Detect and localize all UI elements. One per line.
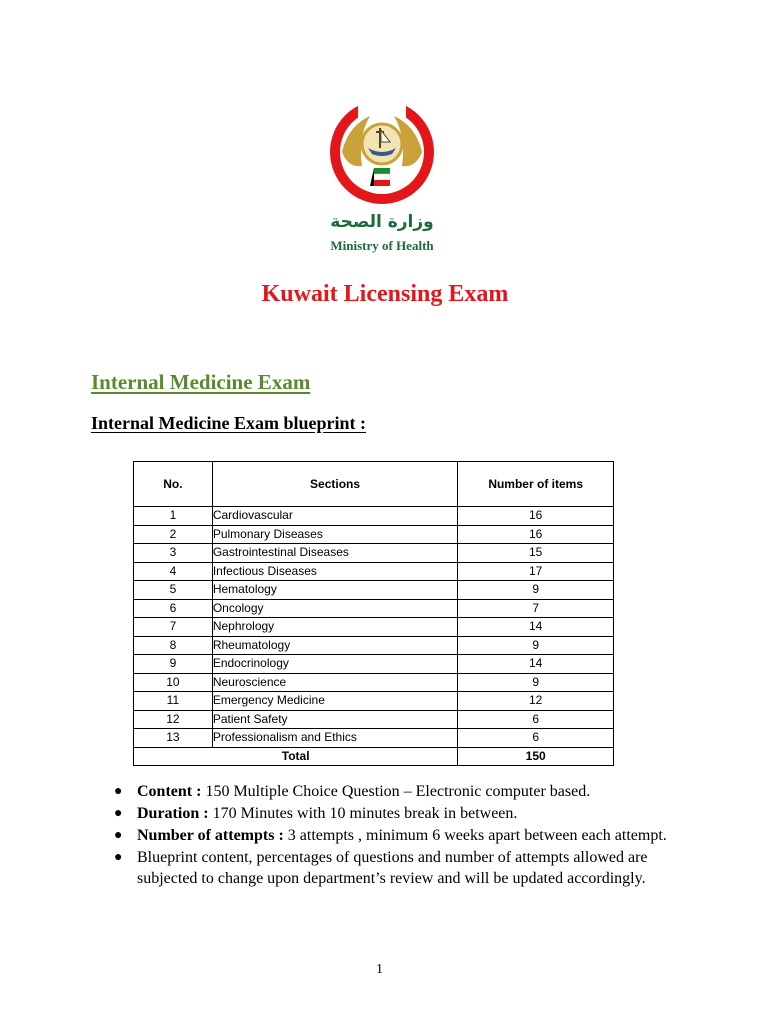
bullet-icon: ● [114,806,123,821]
cell-section: Rheumatology [212,636,458,655]
note-text: 170 Minutes with 10 minutes break in between. [208,805,518,822]
cell-section: Gastrointestinal Diseases [212,544,458,563]
ministry-emblem-icon [318,96,446,256]
cell-section: Neuroscience [212,673,458,692]
table-row [134,729,614,748]
table-row [134,562,614,581]
page-title: Kuwait Licensing Exam [261,281,509,307]
cell-items: 7 [458,599,614,618]
table-row [134,544,614,563]
cell-no: 7 [134,618,213,637]
table-header-row [134,462,614,507]
blueprint-table [133,461,614,766]
cell-section: Oncology [212,599,458,618]
cell-no: 4 [134,562,213,581]
cell-items: 15 [458,544,614,563]
cell-items: 9 [458,673,614,692]
bullet-icon: ● [114,828,123,843]
cell-section: Patient Safety [212,710,458,729]
table-row [134,636,614,655]
cell-items: 17 [458,562,614,581]
cell-section: Pulmonary Diseases [212,525,458,544]
table-row [134,710,614,729]
cell-no: 6 [134,599,213,618]
cell-section: Hematology [212,581,458,600]
blueprint-subheading: Internal Medicine Exam blueprint : [91,413,366,433]
cell-items: 9 [458,636,614,655]
table-total-row [134,747,614,766]
column-header-sections: Sections [212,462,458,507]
note-text: 150 Multiple Choice Question – Electronic computer based. [201,783,591,800]
column-header-number-of-items: Number of items [458,462,614,507]
cell-no: 11 [134,692,213,711]
cell-items: 14 [458,655,614,674]
note-label: Content : [137,783,202,800]
list-item [114,781,694,802]
table-row [134,599,614,618]
table-row [134,581,614,600]
list-item [114,803,694,824]
page-number: 1 [376,962,383,977]
cell-no: 1 [134,507,213,526]
bullet-icon: ● [114,850,123,865]
cell-no: 2 [134,525,213,544]
ministry-english-name: Ministry of Health [330,238,434,253]
cell-section: Cardiovascular [212,507,458,526]
cell-no: 8 [134,636,213,655]
note-label: Duration : [137,805,209,822]
cell-items: 12 [458,692,614,711]
cell-section: Nephrology [212,618,458,637]
bullet-icon: ● [114,784,123,799]
column-header-no: No. [134,462,213,507]
list-item [114,825,694,846]
section-heading: Internal Medicine Exam [91,370,311,394]
cell-no: 13 [134,729,213,748]
cell-items: 16 [458,525,614,544]
table-row [134,692,614,711]
cell-section: Infectious Diseases [212,562,458,581]
table-row [134,618,614,637]
note-text: Blueprint content, percentages of questions and number of attempts allowed are subjected to change upon department’s review and will be updated accordingly. [137,849,648,887]
table-row [134,507,614,526]
cell-items: 16 [458,507,614,526]
cell-items: 6 [458,710,614,729]
cell-no: 9 [134,655,213,674]
note-text: 3 attempts , minimum 6 weeks apart between each attempt. [283,827,667,844]
cell-no: 5 [134,581,213,600]
exam-notes-list [114,781,694,890]
cell-items: 9 [458,581,614,600]
cell-no: 12 [134,710,213,729]
cell-no: 3 [134,544,213,563]
total-value: 150 [458,747,614,766]
cell-section: Emergency Medicine [212,692,458,711]
table-row [134,673,614,692]
table-row [134,655,614,674]
note-label: Number of attempts : [137,827,284,844]
ministry-arabic-name: وزارة الصحة [330,212,434,232]
total-label: Total [134,747,458,766]
table-row [134,525,614,544]
cell-section: Endocrinology [212,655,458,674]
list-item [114,847,694,889]
cell-no: 10 [134,673,213,692]
cell-section: Professionalism and Ethics [212,729,458,748]
cell-items: 6 [458,729,614,748]
cell-items: 14 [458,618,614,637]
